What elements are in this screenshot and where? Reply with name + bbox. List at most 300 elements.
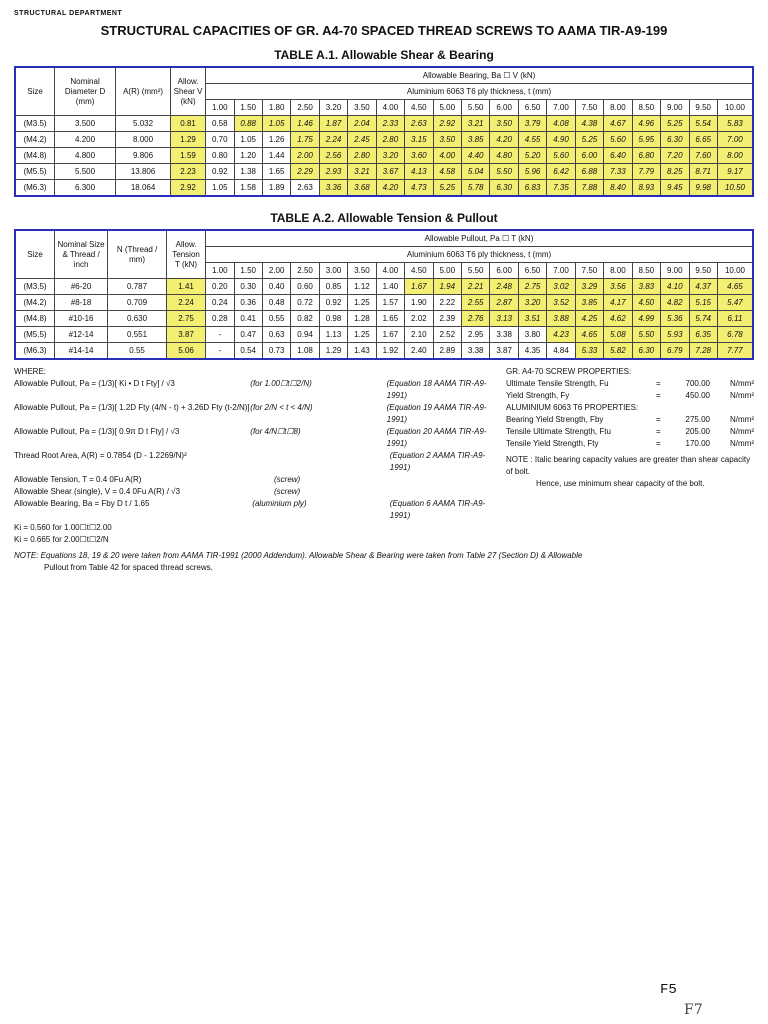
t1-shear-cell: 1.59 — [171, 148, 206, 164]
screw-props-title: GR. A4-70 SCREW PROPERTIES: — [506, 367, 632, 376]
t1-row — [15, 180, 753, 197]
t2-pullout-cell: 5.33 — [575, 343, 603, 360]
t1-bearing-cell: 3.21 — [348, 164, 376, 180]
t1-bearing-cell: 5.20 — [518, 148, 546, 164]
formula-line — [14, 426, 496, 450]
t1-bearing-cell: 8.40 — [604, 180, 632, 197]
t1-bearing-cell: 5.83 — [717, 116, 753, 132]
t2-pullout-cell: 2.21 — [462, 279, 490, 295]
screw-prop-equals: = — [656, 391, 661, 400]
alu-prop-label: Bearing Yield Strength, Fby — [506, 415, 604, 424]
t1-thickness-cell: 6.00 — [490, 100, 518, 116]
alu-prop-row — [506, 426, 754, 438]
t2-thickness-cell: 5.50 — [462, 263, 490, 279]
t1-bearing-cell: 8.25 — [661, 164, 689, 180]
alu-prop-value: 205.00 — [685, 427, 710, 436]
t2-pullout-cell: 0.30 — [234, 279, 262, 295]
t2-tension-cell: 3.87 — [167, 327, 206, 343]
t2-head-tension: Allow. Tension T (kN) — [167, 230, 206, 279]
t2-pullout-cell: 2.48 — [490, 279, 518, 295]
t1-bearing-cell: 6.30 — [661, 132, 689, 148]
material-properties — [506, 366, 754, 546]
t1-bearing-cell: 7.20 — [661, 148, 689, 164]
t2-pullout-cell: 2.87 — [490, 295, 518, 311]
t1-thickness-cell: 1.00 — [206, 100, 234, 116]
t2-size-cell: (M6.3) — [15, 343, 55, 360]
screw-prop-value: 450.00 — [685, 391, 710, 400]
t1-bearing-cell: 0.70 — [206, 132, 234, 148]
alu-prop-value: 275.00 — [685, 415, 710, 424]
t2-row — [15, 311, 753, 327]
t1-bearing-cell: 3.20 — [376, 148, 404, 164]
t2-thickness-cell: 6.50 — [518, 263, 546, 279]
t1-bearing-cell: 2.00 — [291, 148, 319, 164]
t1-bearing-cell: 6.65 — [689, 132, 717, 148]
t1-size-cell: (M4.2) — [15, 132, 55, 148]
t1-bearing-cell: 5.60 — [604, 132, 632, 148]
t1-thickness-cell: 10.00 — [717, 100, 753, 116]
t1-bearing-cell: 0.92 — [206, 164, 234, 180]
formula-text: Allowable Shear (single), V = 0.4 0Fu A(R) / √3 — [14, 487, 181, 496]
footnote-1: NOTE: Equations 18, 19 & 20 were taken from AAMA TIR-1991 (2000 Addendum). Allowable Shear & Bearing were taken from Table 27 (Section D) & Allowable — [14, 551, 583, 560]
t2-pullout-cell: 1.57 — [376, 295, 404, 311]
t1-bearing-cell: 0.80 — [206, 148, 234, 164]
formula-line — [14, 498, 496, 522]
t1-head-diameter: Nominal Diameter D (mm) — [55, 67, 116, 116]
t2-pullout-cell: 0.92 — [319, 295, 347, 311]
t2-pullout-cell: 5.15 — [689, 295, 717, 311]
t2-size-cell: (M3.5) — [15, 279, 55, 295]
t1-row — [15, 116, 753, 132]
t2-pullout-cell: 6.11 — [717, 311, 753, 327]
tension-pullout-table — [14, 229, 754, 360]
t2-pullout-cell: 3.13 — [490, 311, 518, 327]
t2-thickness-cell: 9.00 — [661, 263, 689, 279]
t1-bearing-cell: 8.93 — [632, 180, 660, 197]
t2-thickness-cell: 3.00 — [319, 263, 347, 279]
t1-bearing-cell: 4.00 — [433, 148, 461, 164]
t2-row — [15, 295, 753, 311]
t1-head-group: Allowable Bearing, Ba ☐ V (kN) — [206, 67, 753, 84]
table1-title: TABLE A.1. Allowable Shear & Bearing — [274, 48, 494, 62]
alu-prop-unit: N/mm² — [730, 439, 754, 448]
alu-props-title: ALUMINIUM 6063 T6 PROPERTIES: — [506, 403, 639, 412]
t1-area-cell: 9.806 — [116, 148, 171, 164]
t1-bearing-cell: 4.13 — [405, 164, 433, 180]
t1-bearing-cell: 1.05 — [206, 180, 234, 197]
t1-bearing-cell: 4.38 — [575, 116, 603, 132]
t2-pullout-cell: 2.75 — [518, 279, 546, 295]
screw-prop-equals: = — [656, 379, 661, 388]
formula-text: Thread Root Area, A(R) = 0.7854 (D - 1.2269/N)² — [14, 451, 187, 460]
t1-diameter-cell: 6.300 — [55, 180, 116, 197]
t2-pullout-cell: 2.55 — [462, 295, 490, 311]
t2-pullout-cell: 6.79 — [661, 343, 689, 360]
t1-thickness-cell: 9.00 — [661, 100, 689, 116]
t1-bearing-cell: 3.68 — [348, 180, 376, 197]
t2-pullout-cell: 0.94 — [291, 327, 319, 343]
t1-bearing-cell: 4.55 — [518, 132, 546, 148]
t1-bearing-cell: 9.98 — [689, 180, 717, 197]
t2-thickness-cell: 9.50 — [689, 263, 717, 279]
t1-bearing-cell: 4.96 — [632, 116, 660, 132]
t2-pullout-cell: 0.60 — [291, 279, 319, 295]
t2-pullout-cell: 1.43 — [348, 343, 376, 360]
t2-n-cell: 0.709 — [108, 295, 167, 311]
notes-section — [14, 366, 754, 574]
t1-thickness-cell: 2.50 — [291, 100, 319, 116]
t1-bearing-cell: 0.88 — [234, 116, 262, 132]
t1-bearing-cell: 3.21 — [462, 116, 490, 132]
page-tag-f5: F5 — [660, 982, 677, 998]
formula-lines — [14, 378, 496, 522]
t1-thickness-cell: 7.50 — [575, 100, 603, 116]
t2-pullout-cell: 2.39 — [433, 311, 461, 327]
props-note-2: Hence, use minimum shear capacity of the bolt. — [536, 479, 705, 488]
t1-bearing-cell: 7.79 — [632, 164, 660, 180]
t1-size-cell: (M6.3) — [15, 180, 55, 197]
t2-head-n: N (Thread / mm) — [108, 230, 167, 279]
t1-head-size: Size — [15, 67, 55, 116]
t2-pullout-cell: 3.83 — [632, 279, 660, 295]
t1-bearing-cell: 2.56 — [319, 148, 347, 164]
t2-pullout-cell: 4.65 — [717, 279, 753, 295]
t2-n-cell: 0.551 — [108, 327, 167, 343]
t2-head-nominal: Nominal Size & Thread / inch — [55, 230, 108, 279]
t2-thickness-cell: 7.50 — [575, 263, 603, 279]
t2-pullout-cell: 4.23 — [547, 327, 575, 343]
t2-nominal-cell: #12-14 — [55, 327, 108, 343]
t2-size-cell: (M4.8) — [15, 311, 55, 327]
t2-tension-cell: 2.75 — [167, 311, 206, 327]
t1-bearing-cell: 5.78 — [462, 180, 490, 197]
t2-pullout-cell: 5.36 — [661, 311, 689, 327]
t1-bearing-cell: 6.40 — [604, 148, 632, 164]
t2-pullout-cell: 3.51 — [518, 311, 546, 327]
t1-bearing-cell: 9.45 — [661, 180, 689, 197]
t2-pullout-cell: 4.10 — [661, 279, 689, 295]
t2-pullout-cell: 3.85 — [575, 295, 603, 311]
t1-row — [15, 132, 753, 148]
t2-pullout-cell: 3.56 — [604, 279, 632, 295]
t2-thickness-cell: 4.00 — [376, 263, 404, 279]
formula-text: Allowable Pullout, Pa = (1/3)[ 0.9π D t Fty] / √3 — [14, 427, 180, 436]
t1-bearing-cell: 2.45 — [348, 132, 376, 148]
formula-reference: (Equation 6 AAMA TIR-A9-1991) — [389, 499, 486, 520]
t1-bearing-cell: 4.08 — [547, 116, 575, 132]
formula-range: (screw) — [274, 487, 301, 496]
t1-bearing-cell: 1.89 — [262, 180, 290, 197]
t2-pullout-cell: 3.87 — [490, 343, 518, 360]
t1-bearing-cell: 5.25 — [661, 116, 689, 132]
t1-bearing-cell: 5.04 — [462, 164, 490, 180]
t1-thickness-cell: 1.50 — [234, 100, 262, 116]
t1-bearing-cell: 1.26 — [262, 132, 290, 148]
t1-bearing-cell: 3.60 — [405, 148, 433, 164]
t2-thickness-cell: 5.00 — [433, 263, 461, 279]
t2-pullout-cell: 7.77 — [717, 343, 753, 360]
t2-pullout-cell: 1.40 — [376, 279, 404, 295]
t1-bearing-cell: 1.58 — [234, 180, 262, 197]
t2-pullout-cell: 3.02 — [547, 279, 575, 295]
t2-pullout-cell: 5.93 — [661, 327, 689, 343]
t2-pullout-cell: 0.47 — [234, 327, 262, 343]
t1-bearing-cell: 6.30 — [490, 180, 518, 197]
t2-thickness-cell: 6.00 — [490, 263, 518, 279]
t2-pullout-cell: 4.17 — [604, 295, 632, 311]
t2-pullout-cell: 1.08 — [291, 343, 319, 360]
t2-n-cell: 0.55 — [108, 343, 167, 360]
alu-prop-unit: N/mm² — [730, 415, 754, 424]
t1-bearing-cell: 2.80 — [348, 148, 376, 164]
t2-pullout-cell: 4.50 — [632, 295, 660, 311]
t1-row — [15, 148, 753, 164]
t2-pullout-cell: 3.20 — [518, 295, 546, 311]
formula-range: (aluminium ply) — [252, 499, 307, 508]
t1-bearing-cell: 6.42 — [547, 164, 575, 180]
t2-pullout-cell: 0.48 — [262, 295, 290, 311]
t1-bearing-cell: 4.67 — [604, 116, 632, 132]
t2-pullout-cell: 1.67 — [376, 327, 404, 343]
screw-prop-label: Yield Strength, Fy — [506, 391, 570, 400]
t1-bearing-cell: 7.35 — [547, 180, 575, 197]
screw-prop-unit: N/mm² — [730, 391, 754, 400]
t2-pullout-cell: 0.63 — [262, 327, 290, 343]
t2-tension-cell: 2.24 — [167, 295, 206, 311]
t2-pullout-cell: 2.52 — [433, 327, 461, 343]
t2-pullout-cell: 6.35 — [689, 327, 717, 343]
t1-bearing-cell: 4.73 — [405, 180, 433, 197]
formula-text: Allowable Tension, T = 0.4 0Fu A(R) — [14, 475, 142, 484]
t1-bearing-cell: 4.20 — [490, 132, 518, 148]
t1-bearing-cell: 7.88 — [575, 180, 603, 197]
t1-bearing-cell: 6.00 — [575, 148, 603, 164]
t2-row — [15, 327, 753, 343]
t1-bearing-cell: 5.25 — [433, 180, 461, 197]
t2-pullout-cell: 5.74 — [689, 311, 717, 327]
t1-bearing-cell: 4.20 — [376, 180, 404, 197]
t1-area-cell: 8.000 — [116, 132, 171, 148]
t1-bearing-cell: 10.50 — [717, 180, 753, 197]
t2-thickness-cell: 10.00 — [717, 263, 753, 279]
t1-thickness-cell: 8.00 — [604, 100, 632, 116]
t1-body — [15, 116, 753, 197]
alu-prop-row — [506, 414, 754, 426]
t2-pullout-cell: 3.80 — [518, 327, 546, 343]
t2-pullout-cell: 0.36 — [234, 295, 262, 311]
t1-bearing-cell: 1.65 — [262, 164, 290, 180]
t1-bearing-cell: 2.63 — [291, 180, 319, 197]
t2-pullout-cell: 1.29 — [319, 343, 347, 360]
t1-bearing-cell: 5.60 — [547, 148, 575, 164]
t1-bearing-cell: 4.80 — [490, 148, 518, 164]
t2-pullout-cell: 1.65 — [376, 311, 404, 327]
t1-bearing-cell: 5.25 — [575, 132, 603, 148]
t1-bearing-cell: 3.15 — [405, 132, 433, 148]
t2-pullout-cell: 2.95 — [462, 327, 490, 343]
t2-pullout-cell: - — [206, 327, 234, 343]
t2-thickness-cell: 1.50 — [234, 263, 262, 279]
t2-thickness-cell: 7.00 — [547, 263, 575, 279]
formula-range: (for 1.00☐t☐2/N) — [250, 379, 312, 388]
screw-prop-unit: N/mm² — [730, 379, 754, 388]
t2-pullout-cell: 1.67 — [405, 279, 433, 295]
t2-pullout-cell: 4.25 — [575, 311, 603, 327]
t2-pullout-cell: 1.94 — [433, 279, 461, 295]
t2-nominal-cell: #14-14 — [55, 343, 108, 360]
t1-shear-cell: 0.81 — [171, 116, 206, 132]
t1-bearing-cell: 8.71 — [689, 164, 717, 180]
t2-row — [15, 279, 753, 295]
t2-pullout-cell: 5.47 — [717, 295, 753, 311]
alu-prop-equals: = — [656, 415, 661, 424]
t2-size-cell: (M4.2) — [15, 295, 55, 311]
t2-head-thickness: Aluminium 6063 T6 ply thickness, t (mm) — [206, 247, 753, 263]
t1-bearing-cell: 3.67 — [376, 164, 404, 180]
screw-props — [506, 378, 754, 402]
t2-pullout-cell: 1.13 — [319, 327, 347, 343]
t1-area-cell: 18.064 — [116, 180, 171, 197]
t2-pullout-cell: 3.38 — [462, 343, 490, 360]
t2-pullout-cell: 4.35 — [518, 343, 546, 360]
formula-line — [14, 450, 496, 474]
t2-pullout-cell: 4.84 — [547, 343, 575, 360]
t2-pullout-cell: 1.25 — [348, 327, 376, 343]
t2-pullout-cell: 5.50 — [632, 327, 660, 343]
t2-pullout-cell: 1.92 — [376, 343, 404, 360]
t1-bearing-cell: 3.50 — [490, 116, 518, 132]
t1-bearing-cell: 9.17 — [717, 164, 753, 180]
t1-bearing-cell: 7.60 — [689, 148, 717, 164]
t1-size-cell: (M3.5) — [15, 116, 55, 132]
screw-prop-row — [506, 378, 754, 390]
t1-bearing-cell: 5.54 — [689, 116, 717, 132]
t1-thickness-cell: 4.50 — [405, 100, 433, 116]
notes-where: WHERE: — [14, 367, 46, 376]
t2-pullout-cell: - — [206, 343, 234, 360]
t1-size-cell: (M5.5) — [15, 164, 55, 180]
alu-prop-label: Tensile Yield Strength, Fty — [506, 439, 599, 448]
t2-thickness-cell: 8.50 — [632, 263, 660, 279]
t2-body — [15, 279, 753, 360]
t2-tension-cell: 1.41 — [167, 279, 206, 295]
t1-bearing-cell: 5.96 — [518, 164, 546, 180]
t1-thickness-cell: 4.00 — [376, 100, 404, 116]
formula-text: Allowable Pullout, Pa = (1/3)[ 1.2D Fty (4/N - t) + 3.26D Fty (t-2/N)] — [14, 403, 250, 412]
t1-bearing-cell: 4.90 — [547, 132, 575, 148]
t1-thickness-cell: 5.00 — [433, 100, 461, 116]
formula-reference: (Equation 19 AAMA TIR-A9-1991) — [386, 403, 487, 424]
t1-bearing-cell: 6.80 — [632, 148, 660, 164]
t2-pullout-cell: 4.65 — [575, 327, 603, 343]
page-tag-f7: F7 — [684, 1002, 703, 1018]
alu-prop-value: 170.00 — [685, 439, 710, 448]
t1-diameter-cell: 4.200 — [55, 132, 116, 148]
t2-pullout-cell: 0.28 — [206, 311, 234, 327]
t2-pullout-cell: 2.02 — [405, 311, 433, 327]
formula-line — [14, 402, 496, 426]
t1-bearing-cell: 4.58 — [433, 164, 461, 180]
t1-bearing-cell: 1.05 — [262, 116, 290, 132]
t2-pullout-cell: 7.28 — [689, 343, 717, 360]
formula-text: Allowable Pullout, Pa = (1/3)[ Ki • D t Fty] / √3 — [14, 379, 175, 388]
t1-bearing-cell: 1.75 — [291, 132, 319, 148]
t2-pullout-cell: 0.41 — [234, 311, 262, 327]
t2-thickness-cell: 2.50 — [291, 263, 319, 279]
t2-tension-cell: 5.06 — [167, 343, 206, 360]
formula-line — [14, 486, 496, 498]
t2-pullout-cell: 6.30 — [632, 343, 660, 360]
alu-prop-row — [506, 438, 754, 450]
page-title: STRUCTURAL CAPACITIES OF GR. A4-70 SPACED THREAD SCREWS TO AAMA TIR-A9-199 — [100, 23, 668, 38]
screw-prop-value: 700.00 — [685, 379, 710, 388]
t1-thickness-cell: 1.80 — [262, 100, 290, 116]
t2-pullout-cell: 6.78 — [717, 327, 753, 343]
t2-pullout-cell: 3.38 — [490, 327, 518, 343]
t1-bearing-cell: 6.83 — [518, 180, 546, 197]
t1-bearing-cell: 6.88 — [575, 164, 603, 180]
t1-thickness-cell: 6.50 — [518, 100, 546, 116]
formula-reference: (Equation 2 AAMA TIR-A9-1991) — [389, 451, 486, 472]
t2-pullout-cell: 0.24 — [206, 295, 234, 311]
t2-pullout-cell: 1.12 — [348, 279, 376, 295]
t2-head-size: Size — [15, 230, 55, 279]
t2-pullout-cell: 0.85 — [319, 279, 347, 295]
t2-pullout-cell: 0.72 — [291, 295, 319, 311]
t2-n-cell: 0.630 — [108, 311, 167, 327]
t1-thickness-cell: 3.50 — [348, 100, 376, 116]
t1-thickness-cell: 7.00 — [547, 100, 575, 116]
t2-thickness-cell: 8.00 — [604, 263, 632, 279]
t2-nominal-cell: #10-16 — [55, 311, 108, 327]
t1-head-shear: Allow. Shear V (kN) — [171, 67, 206, 116]
t1-bearing-cell: 2.29 — [291, 164, 319, 180]
t1-bearing-cell: 2.92 — [433, 116, 461, 132]
t1-bearing-cell: 1.38 — [234, 164, 262, 180]
t2-size-cell: (M5.5) — [15, 327, 55, 343]
t2-pullout-cell: 4.82 — [661, 295, 689, 311]
t2-pullout-cell: 4.99 — [632, 311, 660, 327]
t2-pullout-cell: 0.98 — [319, 311, 347, 327]
formula-range: (for 2/N < t < 4/N) — [250, 403, 313, 412]
t1-bearing-cell: 4.40 — [462, 148, 490, 164]
t1-bearing-cell: 2.04 — [348, 116, 376, 132]
t2-pullout-cell: 5.08 — [604, 327, 632, 343]
t2-thickness-cell: 1.00 — [206, 263, 234, 279]
t2-row — [15, 343, 753, 360]
t2-pullout-cell: 0.55 — [262, 311, 290, 327]
t1-bearing-cell: 3.79 — [518, 116, 546, 132]
t1-thickness-cell: 3.20 — [319, 100, 347, 116]
t1-diameter-cell: 3.500 — [55, 116, 116, 132]
t1-head-area: A(R) (mm²) — [116, 67, 171, 116]
t1-shear-cell: 1.29 — [171, 132, 206, 148]
t2-pullout-cell: 1.25 — [348, 295, 376, 311]
t2-pullout-cell: 4.37 — [689, 279, 717, 295]
props-note-1: NOTE : Italic bearing capacity values are greater than shear capacity of bolt. — [506, 455, 751, 476]
t2-head-group: Allowable Pullout, Pa ☐ T (kN) — [206, 230, 753, 247]
t1-thickness-cell: 9.50 — [689, 100, 717, 116]
footnote-2: Pullout from Table 42 for spaced thread screws. — [44, 563, 213, 572]
t1-bearing-cell: 8.00 — [717, 148, 753, 164]
alu-prop-unit: N/mm² — [730, 427, 754, 436]
t1-size-cell: (M4.8) — [15, 148, 55, 164]
t1-area-cell: 13.806 — [116, 164, 171, 180]
t2-pullout-cell: 3.29 — [575, 279, 603, 295]
formula-range: (for 4/N☐t☐8) — [250, 427, 301, 436]
t2-pullout-cell: 4.62 — [604, 311, 632, 327]
t1-head-thickness: Aluminium 6063 T6 ply thickness, t (mm) — [206, 84, 753, 100]
